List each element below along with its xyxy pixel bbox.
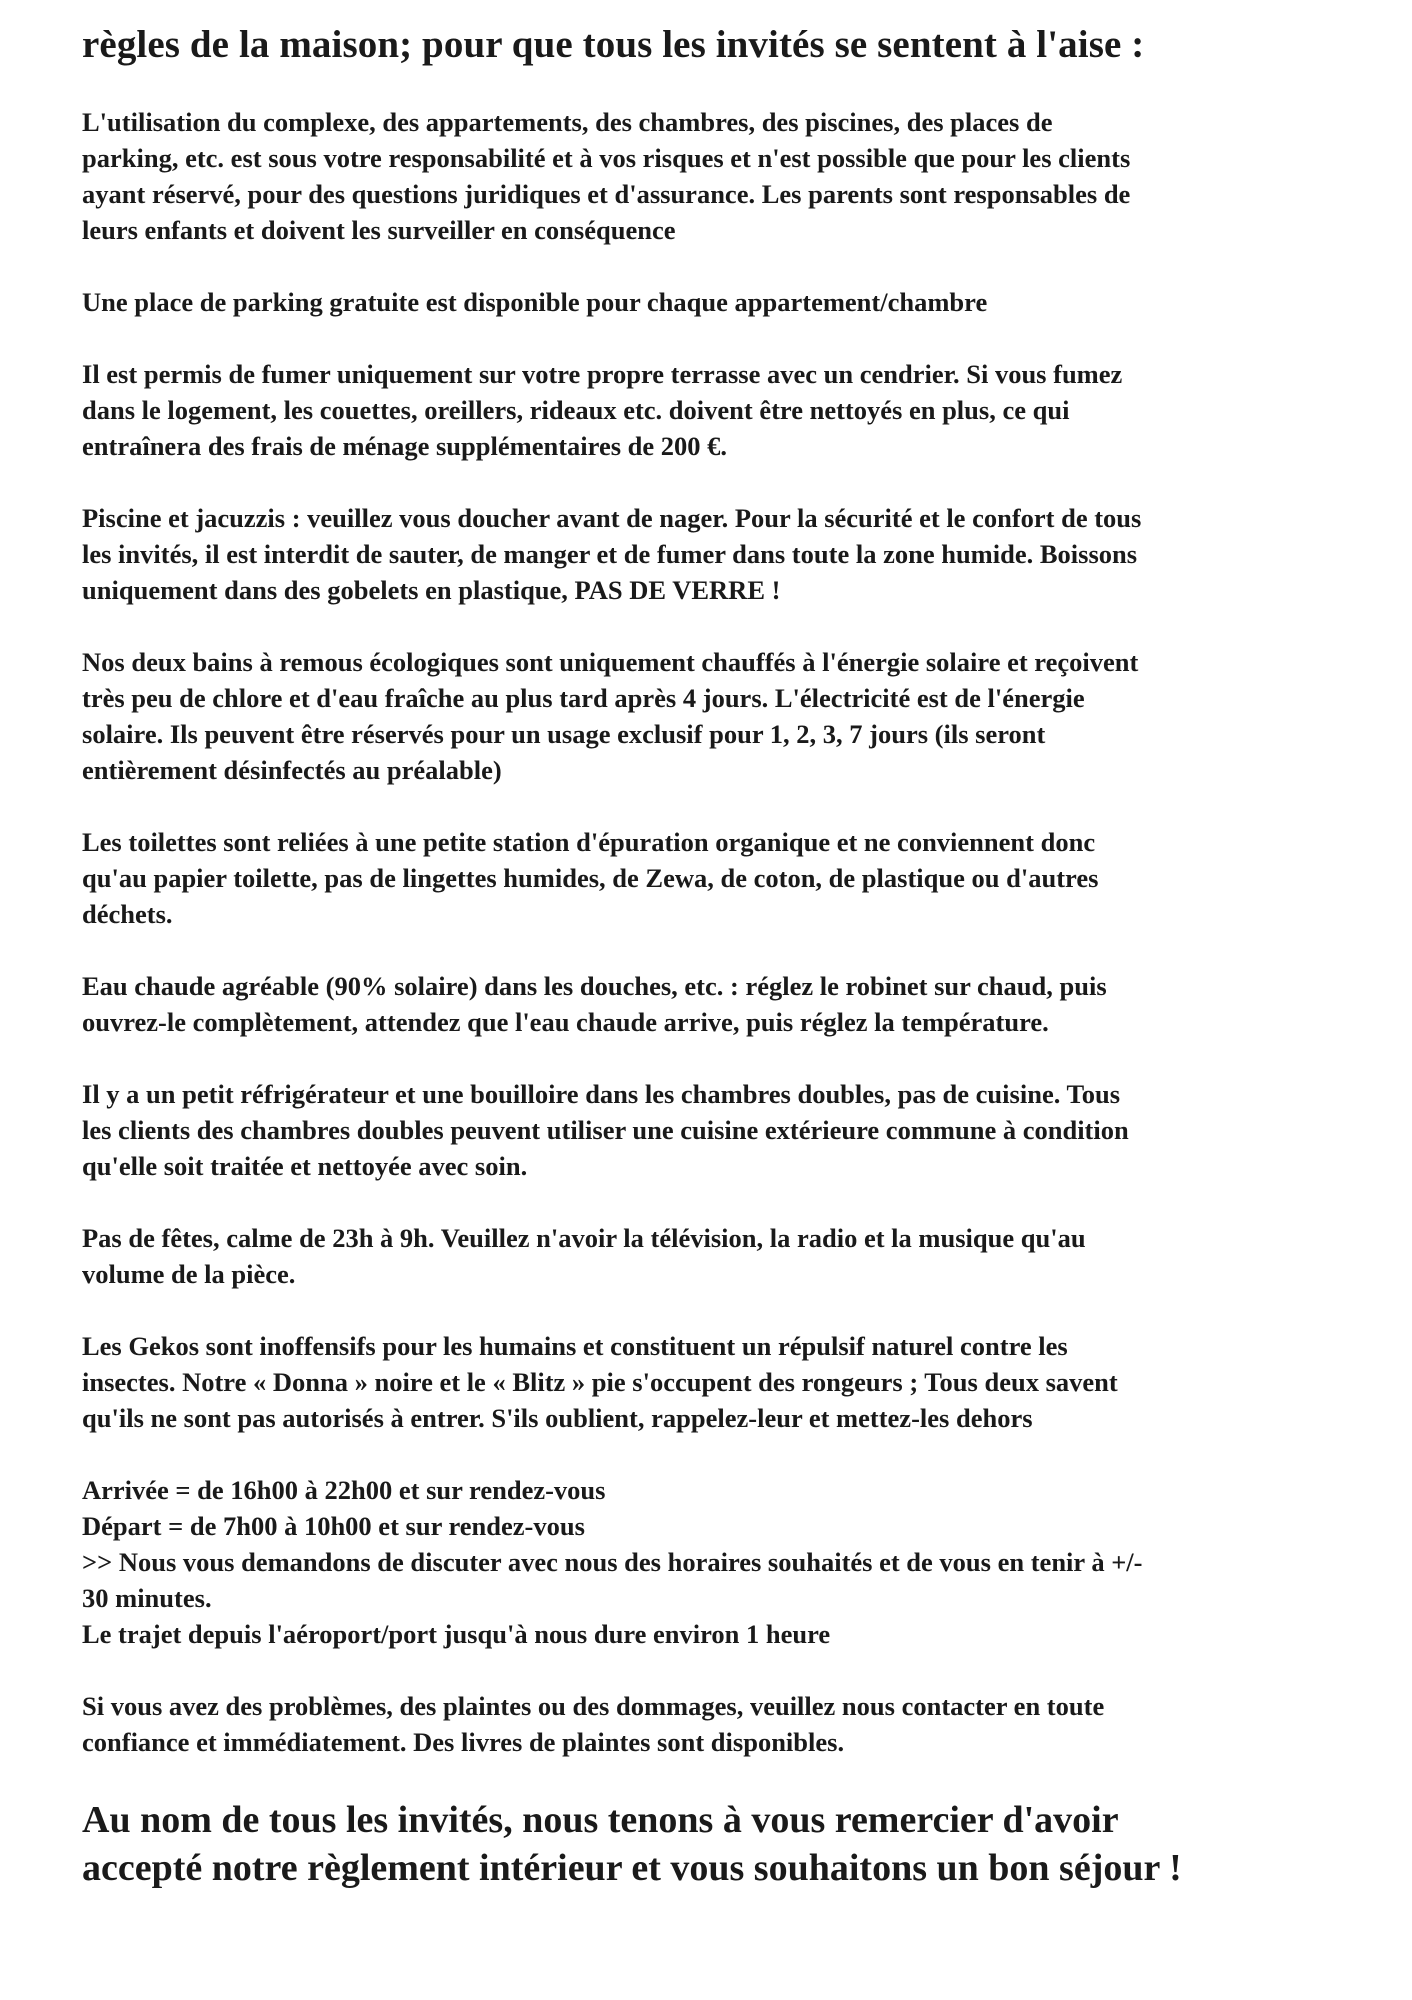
text-line: Si vous avez des problèmes, des plaintes ou des dommages, veuillez nous contacter en toute [82, 1691, 1105, 1721]
text-line: Il est permis de fumer uniquement sur votre propre terrasse avec un cendrier. Si vous fumez [82, 359, 1123, 389]
text-line: Eau chaude agréable (90% solaire) dans les douches, etc. : réglez le robinet sur chaud, puis [82, 971, 1107, 1001]
closing-line: accepté notre règlement intérieur et vous souhaitons un bon séjour ! [82, 1847, 1182, 1889]
text-line: Départ = de 7h00 à 10h00 et sur rendez-vous [82, 1511, 585, 1541]
text-line: leurs enfants et doivent les surveiller en conséquence [82, 215, 676, 245]
text-line: qu'ils ne sont pas autorisés à entrer. S'ils oublient, rappelez-leur et mettez-les dehors [82, 1403, 1033, 1433]
paragraph-smoking [82, 356, 1352, 464]
paragraph-parking [82, 284, 1352, 320]
text-line: >> Nous vous demandons de discuter avec nous des horaires souhaités et de vous en tenir à +/- [82, 1547, 1143, 1577]
text-line: confiance et immédiatement. Des livres de plaintes sont disponibles. [82, 1727, 845, 1757]
text-line: entièrement désinfectés au préalable) [82, 755, 502, 785]
text-line: dans le logement, les couettes, oreillers, rideaux etc. doivent être nettoyés en plus, ce qui [82, 395, 1070, 425]
text-line: uniquement dans des gobelets en plastique, PAS DE VERRE ! [82, 575, 781, 605]
text-line: Piscine et jacuzzis : veuillez vous doucher avant de nager. Pour la sécurité et le confort de tous [82, 503, 1142, 533]
paragraph-complaints [82, 1688, 1352, 1760]
text-line: parking, etc. est sous votre responsabilité et à vos risques et n'est possible que pour les clients [82, 143, 1131, 173]
paragraph-usage [82, 104, 1352, 248]
text-line: déchets. [82, 899, 173, 929]
text-line: ouvrez-le complètement, attendez que l'eau chaude arrive, puis réglez la température. [82, 1007, 1049, 1037]
paragraph-hot-tubs [82, 644, 1352, 788]
text-line: Pas de fêtes, calme de 23h à 9h. Veuillez n'avoir la télévision, la radio et la musique qu'au [82, 1223, 1086, 1253]
text-line: volume de la pièce. [82, 1259, 296, 1289]
paragraph-toilets [82, 824, 1352, 932]
document-title: règles de la maison; pour que tous les invités se sentent à l'aise : [82, 23, 1145, 66]
paragraph-hot-water [82, 968, 1352, 1040]
paragraph-animals [82, 1328, 1352, 1436]
paragraph-kitchen [82, 1076, 1352, 1184]
text-line: Arrivée = de 16h00 à 22h00 et sur rendez-vous [82, 1475, 606, 1505]
text-line: Une place de parking gratuite est disponible pour chaque appartement/chambre [82, 287, 988, 317]
paragraph-arrival-departure [82, 1472, 1352, 1652]
text-line: qu'elle soit traitée et nettoyée avec soin. [82, 1151, 528, 1181]
text-line: Le trajet depuis l'aéroport/port jusqu'à nous dure environ 1 heure [82, 1619, 831, 1649]
closing-line: Au nom de tous les invités, nous tenons à vous remercier d'avoir [82, 1799, 1119, 1841]
text-line: entraînera des frais de ménage supplémentaires de 200 €. [82, 431, 728, 461]
text-line: insectes. Notre « Donna » noire et le « Blitz » pie s'occupent des rongeurs ; Tous deux savent [82, 1367, 1118, 1397]
text-line: L'utilisation du complexe, des appartements, des chambres, des piscines, des places de [82, 107, 1053, 137]
text-line: les clients des chambres doubles peuvent utiliser une cuisine extérieure commune à condition [82, 1115, 1129, 1145]
paragraph-quiet-hours [82, 1220, 1352, 1292]
closing-statement [82, 1796, 1352, 1892]
text-line: qu'au papier toilette, pas de lingettes humides, de Zewa, de coton, de plastique ou d'autres [82, 863, 1099, 893]
text-line: 30 minutes. [82, 1583, 212, 1613]
text-line: Les toilettes sont reliées à une petite station d'épuration organique et ne conviennent donc [82, 827, 1096, 857]
text-line: les invités, il est interdit de sauter, de manger et de fumer dans toute la zone humide. Boissons [82, 539, 1138, 569]
text-line: solaire. Ils peuvent être réservés pour un usage exclusif pour 1, 2, 3, 7 jours (ils seront [82, 719, 1046, 749]
text-line: Les Gekos sont inoffensifs pour les humains et constituent un répulsif naturel contre les [82, 1331, 1068, 1361]
text-line: très peu de chlore et d'eau fraîche au plus tard après 4 jours. L'électricité est de l'énergie [82, 683, 1085, 713]
paragraph-pool [82, 500, 1352, 608]
text-line: Il y a un petit réfrigérateur et une bouilloire dans les chambres doubles, pas de cuisine. Tous [82, 1079, 1121, 1109]
text-line: Nos deux bains à remous écologiques sont uniquement chauffés à l'énergie solaire et reçoivent [82, 647, 1139, 677]
text-line: ayant réservé, pour des questions juridiques et d'assurance. Les parents sont responsables de [82, 179, 1131, 209]
